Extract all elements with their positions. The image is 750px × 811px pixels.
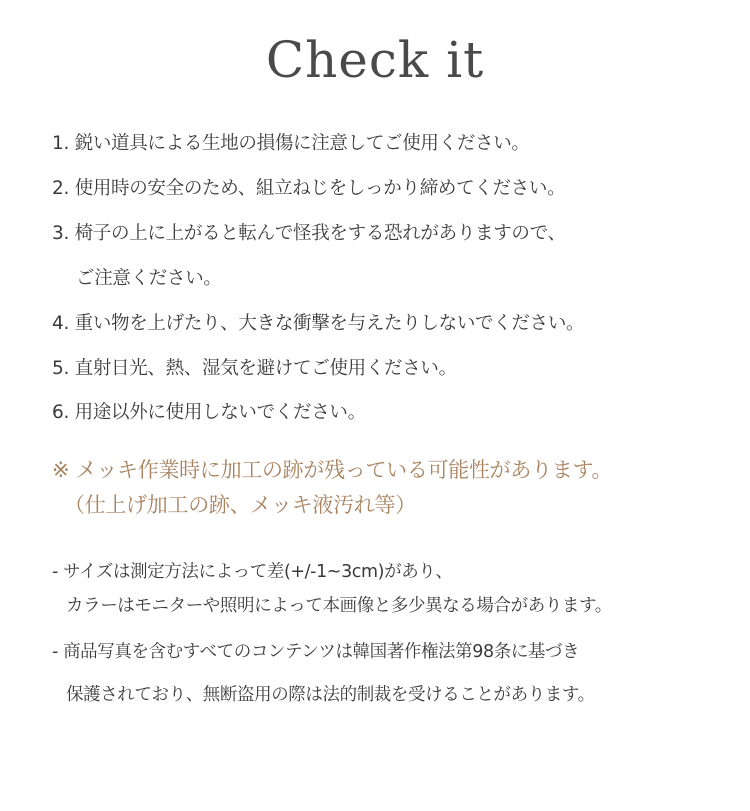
note-size: - サイズは測定方法によって差(+/-1~3cm)があり、: [52, 562, 453, 582]
caution-item-5: 5. 直射日光、熱、湿気を避けてご使用ください。: [52, 358, 457, 379]
caution-item-1: 1. 鋭い道具による生地の損傷に注意してご使用ください。: [52, 133, 530, 154]
note-copyright-continued: 保護されており、無断盗用の際は法的制裁を受けることがあります。: [66, 685, 595, 705]
note-copyright: - 商品写真を含むすべてのコンテンツは韓国著作権法第98条に基づき: [52, 642, 580, 662]
caution-item-4: 4. 重い物を上げたり、大きな衝撃を与えたりしないでください。: [52, 313, 585, 334]
page-title: Check it: [265, 31, 485, 89]
caution-item-3: 3. 椅子の上に上がると転んで怪我をする恐れがありますので、: [52, 223, 566, 244]
warning-line-2: （仕上げ加工の跡、メッキ液汚れ等）: [64, 493, 416, 517]
caution-item-2: 2. 使用時の安全のため、組立ねじをしっかり締めてください。: [52, 178, 566, 199]
caution-item-3-continued: ご注意ください。: [76, 268, 222, 289]
caution-item-6: 6. 用途以外に使用しないでください。: [52, 402, 366, 423]
warning-line-1: ※ メッキ作業時に加工の跡が残っている可能性があります。: [52, 458, 613, 482]
note-size-continued: カラーはモニターや照明によって本画像と多少異なる場合があります。: [66, 596, 612, 616]
